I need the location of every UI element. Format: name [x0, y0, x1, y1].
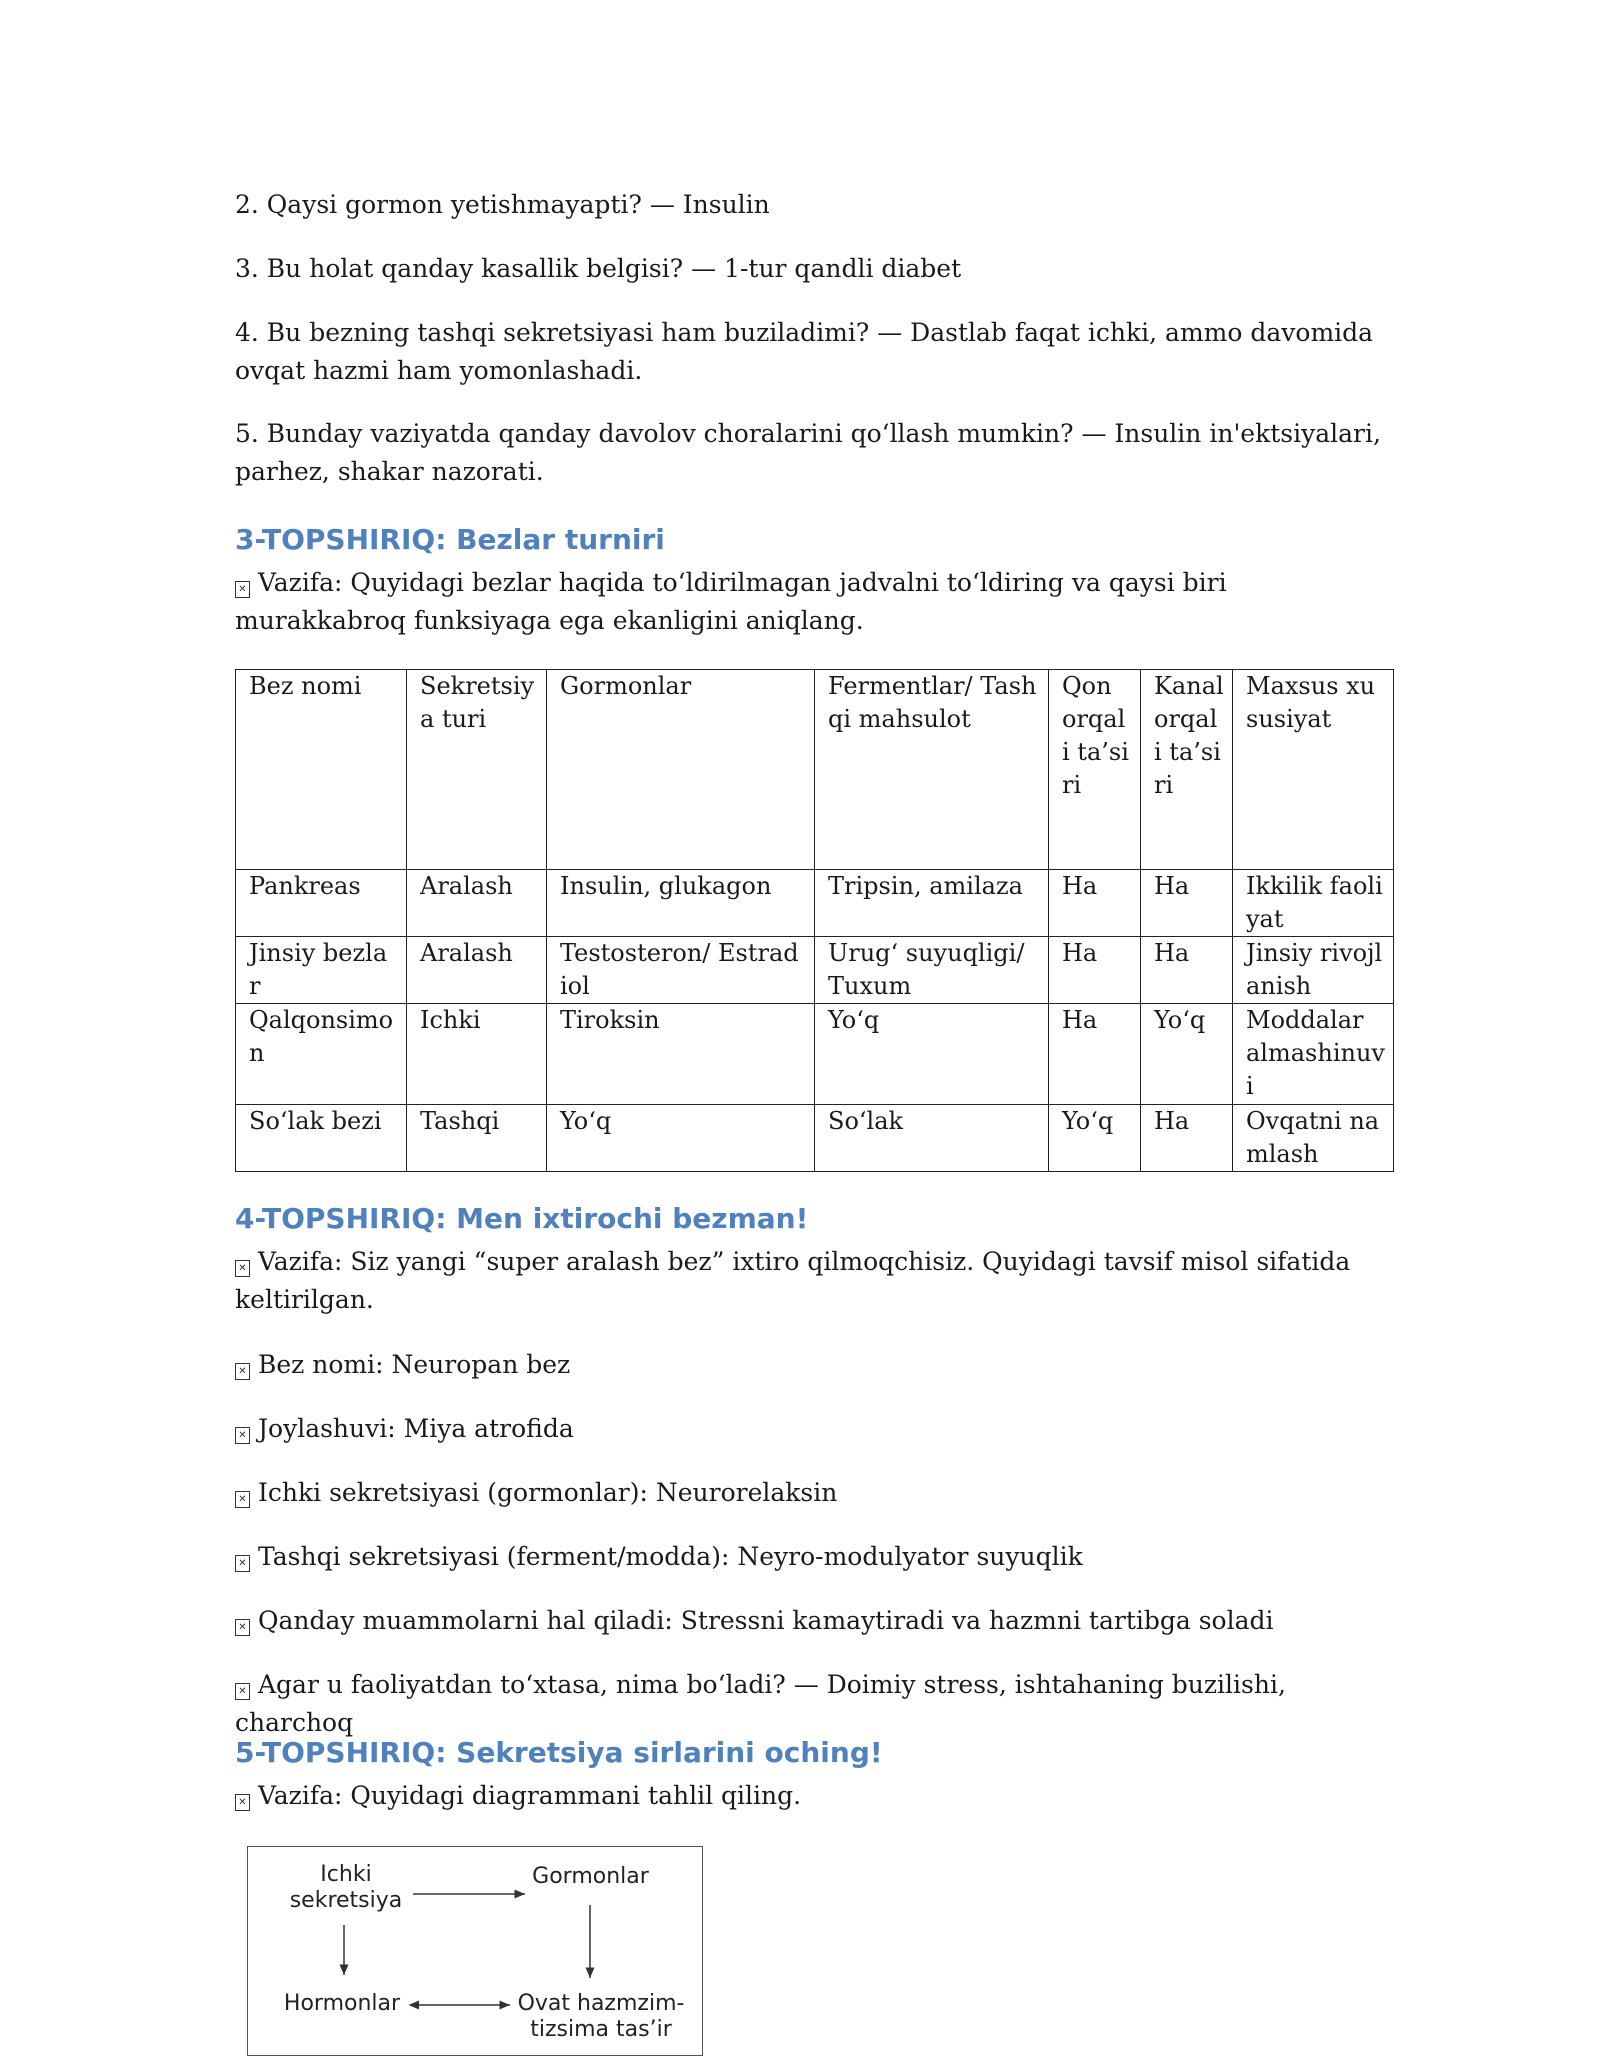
table-cell: Testosteron/ Estradiol [547, 937, 815, 1004]
table-cell: Ichki [407, 1004, 547, 1105]
table-cell: Aralash [407, 870, 547, 937]
table-cell: Soʻlak [815, 1105, 1049, 1172]
box-with-x-icon: ✕ [235, 1363, 250, 1380]
task3-instruction [235, 564, 1395, 640]
table-cell: Moddalar almashinuvi [1233, 1004, 1394, 1105]
table-cell: Yoʻq [547, 1105, 815, 1172]
table-cell: Ha [1049, 937, 1141, 1004]
task4-item-text: Qanday muammolarni hal qiladi: Stressni kamaytiradi va hazmni tartibga soladi [258, 1606, 1274, 1635]
node-hormonlar: Hormonlar [283, 1991, 401, 2016]
task4-item [235, 1666, 1395, 1742]
node-ichki-sekretsiya [276, 1862, 416, 1914]
table-cell: Ovqatni namlash [1233, 1105, 1394, 1172]
header-cell: Sekretsiya turi [407, 670, 547, 870]
task5-heading: 5-TOPSHIRIQ: Sekretsiya sirlarini oching! [235, 1736, 883, 1769]
table-row [236, 870, 1394, 937]
box-with-x-icon: ✕ [235, 1619, 250, 1636]
table-cell: Jinsiy bezlar [236, 937, 407, 1004]
table-cell: Yoʻq [1141, 1004, 1233, 1105]
table-cell: Aralash [407, 937, 547, 1004]
box-with-x-icon: ✕ [235, 1427, 250, 1444]
task3-instruction-text: Vazifa: Quyidagi bezlar haqida toʻldirilmagan jadvalni toʻldiring va qaysi biri murakkabroq funksiyaga ega ekanligini aniqlang. [235, 568, 1227, 635]
table-cell: Ha [1049, 870, 1141, 937]
table-cell: Yoʻq [815, 1004, 1049, 1105]
table-cell: Pankreas [236, 870, 407, 937]
table-cell: Ha [1049, 1004, 1141, 1105]
box-with-x-icon: ✕ [235, 1683, 250, 1700]
task4-instruction-text: Vazifa: Siz yangi “super aralash bez” ixtiro qilmoqchisiz. Quyidagi tavsif misol sifatida keltirilgan. [235, 1247, 1351, 1314]
task4-heading: 4-TOPSHIRIQ: Men ixtirochi bezman! [235, 1202, 809, 1235]
task4-item-text: Ichki sekretsiyasi (gormonlar): Neurorelaksin [258, 1478, 838, 1507]
node-label-line: Ichki [320, 1862, 372, 1887]
question-5: 5. Bunday vaziyatda qanday davolov choralarini qoʻllash mumkin? — Insulin in'ektsiyalari, parhez, shakar nazorati. [235, 419, 1381, 486]
node-label-line: Ovat hazmzim- [517, 1991, 685, 2016]
table-cell: Tashqi [407, 1105, 547, 1172]
header-cell: Gormonlar [547, 670, 815, 870]
table-cell: Soʻlak bezi [236, 1105, 407, 1172]
table-cell: Insulin, glukagon [547, 870, 815, 937]
table-cell: Ha [1141, 1105, 1233, 1172]
table-row [236, 937, 1394, 1004]
question-4: 4. Bu bezning tashqi sekretsiyasi ham buziladimi? — Dastlab faqat ichki, ammo davomida ovqat hazmi ham yomonlashadi. [235, 318, 1374, 385]
task4-item [235, 1346, 1395, 1384]
node-gormonlar: Gormonlar [532, 1864, 649, 1889]
node-label-line: sekretsiya [289, 1888, 403, 1913]
task4-instruction [235, 1243, 1395, 1319]
task4-item-text: Bez nomi: Neuropan bez [258, 1350, 571, 1379]
question-3: 3. Bu holat qanday kasallik belgisi? — 1-tur qandli diabet [235, 254, 962, 283]
node-ovat-hazm [512, 1991, 690, 2043]
table-cell: Ha [1141, 870, 1233, 937]
task4-item [235, 1538, 1395, 1576]
question-2: 2. Qaysi gormon yetishmayapti? — Insulin [235, 190, 770, 219]
header-cell: Bez nomi [236, 670, 407, 870]
glands-table [235, 669, 1394, 1172]
task4-item-text: Joylashuvi: Miya atrofida [258, 1414, 574, 1443]
box-with-x-icon: ✕ [235, 1491, 250, 1508]
task5-instruction-text: Vazifa: Quyidagi diagrammani tahlil qiling. [258, 1781, 802, 1810]
table-header-row [236, 670, 1394, 870]
task4-item [235, 1474, 1395, 1512]
task4-item-text: Agar u faoliyatdan toʻxtasa, nima boʻladi? — Doimiy stress, ishtahaning buzilishi, charchoq [235, 1670, 1286, 1737]
table-cell: Ha [1141, 937, 1233, 1004]
header-cell: Kanal orqali ta’siri [1141, 670, 1233, 870]
node-label-line: tizsima tas’ir [530, 2017, 672, 2042]
header-cell: Qon orqali ta’siri [1049, 670, 1141, 870]
box-with-x-icon: ✕ [235, 1794, 250, 1811]
table-cell: Yoʻq [1049, 1105, 1141, 1172]
table-cell: Tiroksin [547, 1004, 815, 1105]
box-with-x-icon: ✕ [235, 1555, 250, 1572]
table-row [236, 1004, 1394, 1105]
secretion-diagram [247, 1846, 703, 2056]
task3-heading: 3-TOPSHIRIQ: Bezlar turniri [235, 523, 665, 556]
box-with-x-icon: ✕ [235, 581, 250, 598]
table-cell: Qalqonsimon [236, 1004, 407, 1105]
task4-item [235, 1602, 1395, 1640]
header-cell: Fermentlar/ Tashqi mahsulot [815, 670, 1049, 870]
table-cell: Jinsiy rivojlanish [1233, 937, 1394, 1004]
box-with-x-icon: ✕ [235, 1260, 250, 1277]
task5-instruction [235, 1777, 1395, 1815]
task4-item-text: Tashqi sekretsiyasi (ferment/modda): Neyro-modulyator suyuqlik [258, 1542, 1083, 1571]
header-cell: Maxsus xususiyat [1233, 670, 1394, 870]
table-cell: Ikkilik faoliyat [1233, 870, 1394, 937]
table-cell: Urugʻ suyuqligi/Tuxum [815, 937, 1049, 1004]
table-row [236, 1105, 1394, 1172]
table-cell: Tripsin, amilaza [815, 870, 1049, 937]
task4-item [235, 1410, 1395, 1448]
